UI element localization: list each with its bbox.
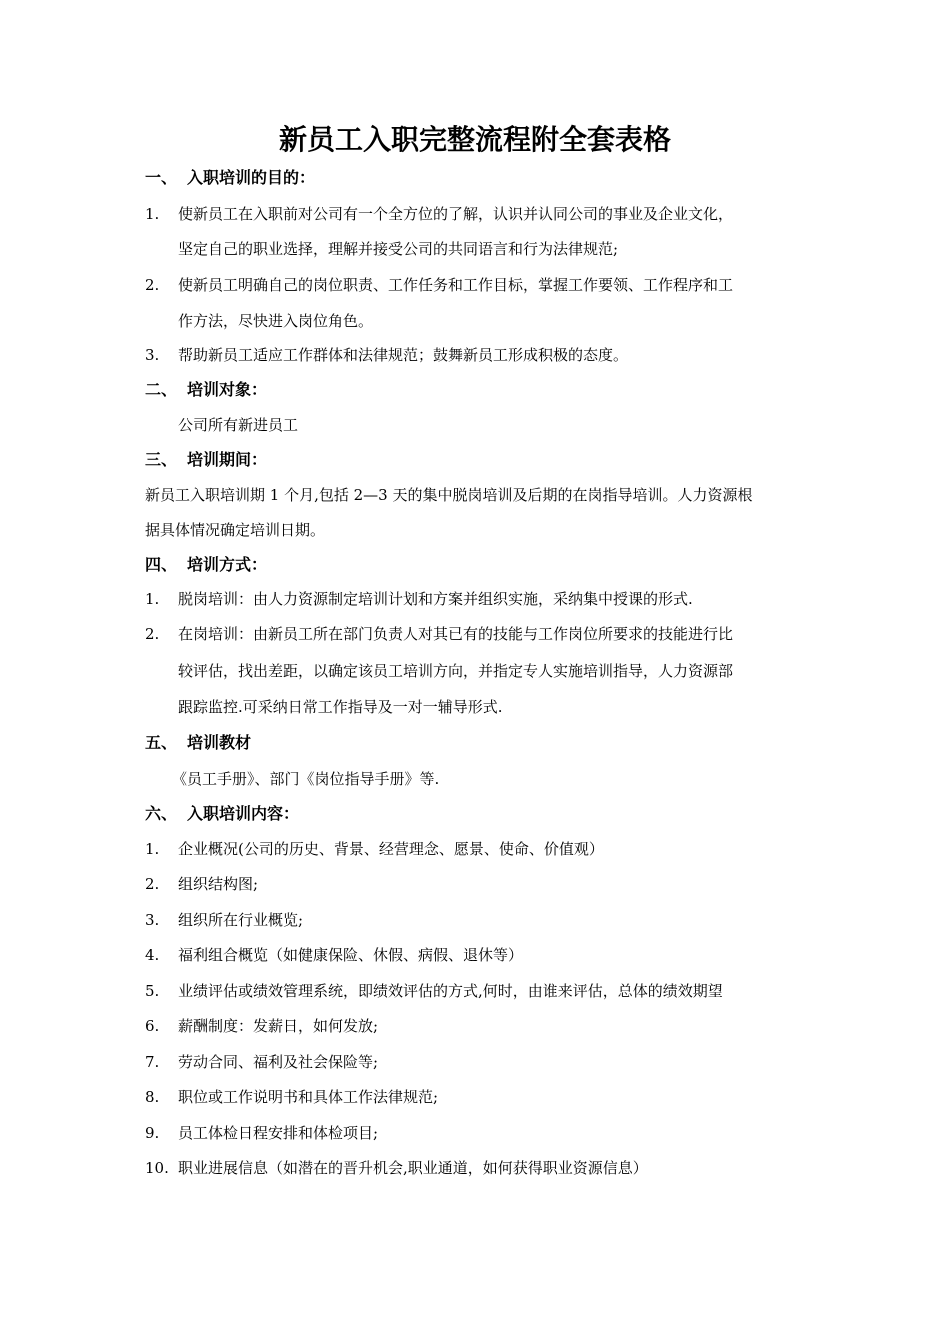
list-number: 2. [145, 875, 160, 893]
section-number: 三、 [145, 450, 178, 469]
section-number: 二、 [145, 380, 178, 399]
section-heading-materials [145, 731, 251, 755]
section-heading-period [145, 448, 267, 472]
section-title: 培训对象： [187, 380, 268, 399]
list-number: 9. [145, 1124, 160, 1142]
list-text-continuation: 坚定自己的职业选择，理解并接受公司的共同语言和行为法律规范; [178, 240, 619, 258]
section-title: 培训期间： [187, 450, 268, 469]
list-number: 3. [145, 911, 160, 929]
list-number: 1. [145, 205, 160, 223]
list-text: 薪酬制度：发薪日，如何发放; [178, 1017, 379, 1035]
list-number: 5. [145, 982, 160, 1000]
list-number: 3. [145, 346, 160, 364]
section-title: 入职培训的目的： [187, 168, 316, 187]
section-number: 一、 [145, 168, 178, 187]
list-number: 1. [145, 840, 160, 858]
paragraph-text: 公司所有新进员工 [178, 416, 299, 434]
list-text: 在岗培训：由新员工所在部门负责人对其已有的技能与工作岗位所要求的技能进行比 [178, 625, 734, 643]
list-number: 2. [145, 276, 160, 294]
list-text: 员工体检日程安排和体检项目; [178, 1124, 379, 1142]
list-text: 脱岗培训：由人力资源制定培训计划和方案并组织实施，采纳集中授课的形式. [178, 590, 693, 608]
list-text: 劳动合同、福利及社会保险等; [178, 1053, 379, 1071]
list-number: 8. [145, 1088, 160, 1106]
section-number: 四、 [145, 555, 178, 574]
list-text: 组织所在行业概览; [178, 911, 304, 929]
paragraph-text: 据具体情况确定培训日期。 [145, 521, 326, 539]
list-text: 使新员工明确自己的岗位职责、工作任务和工作目标，掌握工作要领、工作程序和工 [178, 276, 734, 294]
section-number: 六、 [145, 804, 178, 823]
list-text: 业绩评估或绩效管理系统，即绩效评估的方式,何时，由谁来评估，总体的绩效期望 [178, 982, 723, 1000]
paragraph-text: 新员工入职培训期 1 个月,包括 2—3 天的集中脱岗培训及后期的在岗指导培训。人力资源根 [145, 486, 753, 504]
section-number: 五、 [145, 733, 178, 752]
list-number: 7. [145, 1053, 160, 1071]
list-text: 职位或工作说明书和具体工作法律规范; [178, 1088, 439, 1106]
section-title: 培训教材 [187, 733, 252, 752]
list-text: 福利组合概览（如健康保险、休假、病假、退休等） [178, 946, 524, 964]
list-text: 组织结构图; [178, 875, 259, 893]
list-number: 2. [145, 625, 160, 643]
section-heading-purpose [145, 166, 315, 190]
section-title: 入职培训内容： [187, 804, 300, 823]
list-text-continuation: 较评估，找出差距，以确定该员工培训方向，并指定专人实施培训指导，人力资源部 [178, 662, 734, 680]
list-text: 使新员工在入职前对公司有一个全方位的了解，认识并认同公司的事业及企业文化， [178, 205, 734, 223]
list-number: 1. [145, 590, 160, 608]
section-heading-content [145, 802, 299, 826]
list-number: 4. [145, 946, 160, 964]
list-number: 10. [145, 1159, 169, 1177]
list-text: 职业进展信息（如潜在的晋升机会,职业通道，如何获得职业资源信息） [178, 1159, 648, 1177]
list-text-continuation: 作方法，尽快进入岗位角色。 [178, 312, 374, 330]
list-number: 6. [145, 1017, 160, 1035]
document-title: 新员工入职完整流程附全套表格 [278, 123, 671, 156]
section-heading-method [145, 553, 267, 577]
list-text-continuation: 跟踪监控.可采纳日常工作指导及一对一辅导形式. [178, 698, 503, 716]
paragraph-text: 《员工手册》、部门《岗位指导手册》等. [172, 770, 440, 788]
section-heading-target [145, 378, 267, 402]
list-text: 帮助新员工适应工作群体和法律规范；鼓舞新员工形成积极的态度。 [178, 346, 629, 364]
section-title: 培训方式： [187, 555, 268, 574]
list-text: 企业概况(公司的历史、背景、经营理念、愿景、使命、价值观） [178, 840, 604, 858]
